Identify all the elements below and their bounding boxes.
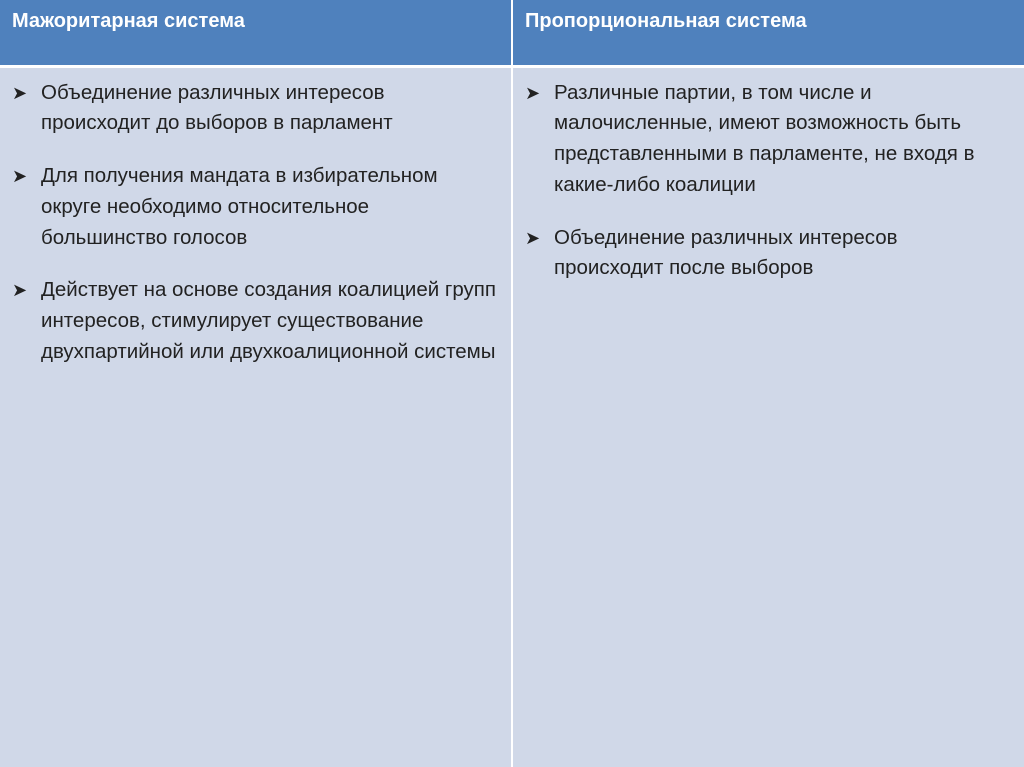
header-row	[0, 0, 1024, 66]
majoritarian-list	[10, 78, 497, 368]
list-item-text: Для получения мандата в избирательном округе необходимо относительное большинство голосов	[41, 164, 438, 249]
arrow-bullet-icon: ➤	[12, 166, 28, 187]
list-item	[523, 223, 1010, 285]
list-item	[10, 161, 497, 253]
list-item	[10, 275, 497, 367]
majoritarian-cell	[0, 66, 512, 767]
list-item	[10, 78, 497, 140]
arrow-bullet-icon: ➤	[525, 227, 541, 248]
list-item-text: Объединение различных интересов происходит после выборов	[554, 225, 898, 280]
column-header-majoritarian: Мажоритарная система	[0, 0, 512, 66]
list-item-text: Объединение различных интересов происходит до выборов в парламент	[41, 80, 393, 135]
body-row	[0, 66, 1024, 767]
arrow-bullet-icon: ➤	[525, 82, 541, 103]
column-header-proportional: Пропорциональная система	[512, 0, 1024, 66]
list-item-text: Различные партии, в том числе и малочисленные, имеют возможность быть представленными в парламенте, не входя в какие-либо коалиции	[554, 80, 975, 196]
arrow-bullet-icon: ➤	[12, 280, 28, 301]
arrow-bullet-icon: ➤	[12, 82, 28, 103]
list-item-text: Действует на основе создания коалицией групп интересов, стимулирует существование двухпартийной или двухкоалиционной системы	[41, 278, 496, 364]
list-item	[523, 78, 1010, 201]
proportional-cell	[512, 66, 1024, 767]
proportional-list	[523, 78, 1010, 285]
